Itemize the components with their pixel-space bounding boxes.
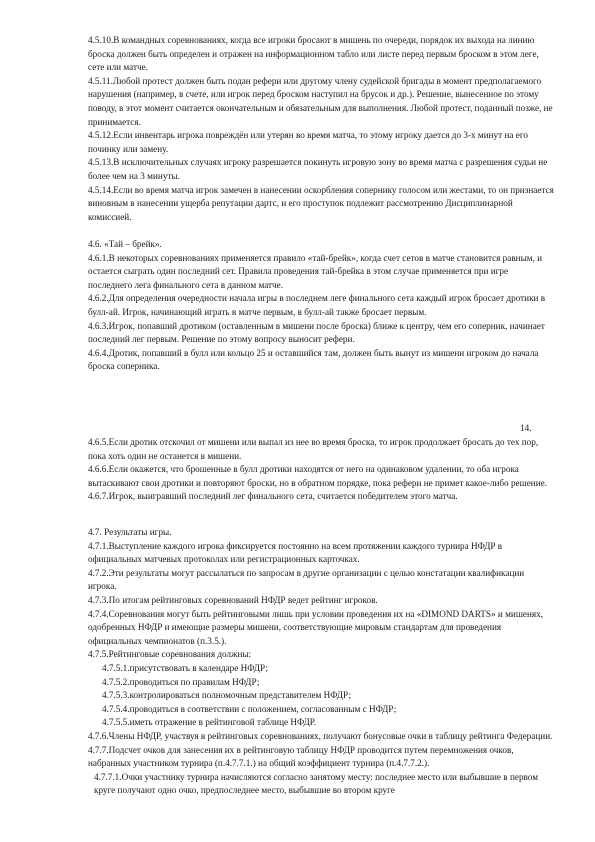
paragraph-4-6-1: 4.6.1.В некоторых соревнованиях применяется правило «тай-брейк», когда счет сетов в матче становится равным, и остается сыграть один последний сет. Правила проведения тай-брейка в этом случае применяется при игре последнего лега финального сета в данном матче. (88, 252, 543, 290)
list-item-4-7-5-1: 4.7.5.1.присутствовать в календаре НФДР; (102, 662, 268, 673)
section-4-6-cont (88, 436, 554, 504)
list-item-4-7-5-2: 4.7.5.2.проводиться по правилам НФДР; (102, 676, 260, 687)
page-number: 14. (520, 423, 532, 433)
paragraph-4-5-11: 4.5.11.Любой протест должен быть подан рефери или другому члену судейской бригады в момент предполагаемого нарушения (например, в счете, или игрок перед броском наступил на брусок и др.). Решение, вынесенное по этому поводу, в этот момент считается окончательным и обязательным для выполнения. Любой протест, поданный позже, не принимается. (88, 75, 553, 127)
paragraph-4-7-7: 4.7.7.Подсчет очков для занесения их в рейтинговую таблицу НФДР проводится путем перемножения очков, набранных участником турнира (п.4.7.7.1.) на общий коэффициент турнира (п.4.7.7.2.). (88, 744, 514, 769)
paragraph-4-7-2: 4.7.2.Эти результаты могут рассылаться по запросам в другие организации с целью констатации квалификации игрока. (88, 567, 525, 592)
list-item-4-7-5-3: 4.7.5.3.контролироваться полномочным представителем НФДР; (102, 690, 352, 701)
paragraph-4-7-3: 4.7.3.По итогам рейтинговых соревнований НФДР ведет рейтинг игроков. (88, 594, 378, 605)
section-4-7 (88, 526, 554, 798)
paragraph-4-6-6: 4.6.6.Если окажется, что брошенные в булл дротики находятся от него на одинаковом удалении, то оба игрока вытаскивают свои дротики и повторяют броски, но в обратном порядке, пока рефери не примет какое-либо решение. (88, 464, 547, 488)
paragraph-4-7-1: 4.7.1.Выступление каждого игрока фиксируется постоянно на всем протяжении каждого турнира НФДР в официальных матчевых протоколах или регистрационных карточках. (88, 540, 503, 565)
section-heading-4-6: 4.6. «Тай – брейк». (88, 239, 162, 249)
paragraph-4-7-4: 4.7.4.Соревнования могут быть рейтинговыми лишь при условии проведения их на «DIMOND DARTS» и мишенях, одобренных НФДР и имеющие размеры мишени, соответствующие мировым стандартам для проведения официальных чемпионатов (п.3.5.). (88, 608, 544, 646)
paragraph-4-5-12: 4.5.12.Если инвентарь игрока повреждён или утерян во время матча, то этому игроку дается до 3-х минут на его починку или замену. (88, 130, 528, 154)
section-heading-4-7: 4.7. Результаты игры. (88, 527, 172, 537)
section-4-6 (88, 238, 554, 374)
list-item-4-7-5-5: 4.7.5.5.иметь отражение в рейтинговой таблице НФДР. (102, 717, 316, 728)
list-item-4-7-5-4: 4.7.5.4.проводиться в соответствии с положением, согласованным с НФДР; (102, 703, 397, 714)
paragraph-4-5-14: 4.5.14.Если во время матча игрок замечен в нанесении оскорбления сопернику голосом или жестами, то он признается виновным в нанесении ущерба репутации дартс, и его проступок подлежит рассмотрению Дисциплинарной комиссией. (88, 184, 554, 222)
paragraph-4-6-5: 4.6.5.Если дротик отскочил от мишени или выпал из нее во время броска, то игрок продолжает бросать до тех пор, пока хоть один не останется в мишени. (88, 437, 539, 461)
paragraph-4-7-7-1: 4.7.7.1.Очки участнику турнира начисляются согласно занятому месту: последнее место или выбывшие в первом круге получают одно очко, предпоследнее место, выбывшие во втором круге (94, 771, 539, 796)
section-4-5-end (88, 34, 554, 224)
paragraph-4-6-2: 4.6.2.Для определения очередности начала игры в последнем леге финального сета каждый игрок бросает дротики в булл-ай. Игрок, начинающий играть в матче первым, в булл-ай также бросает первым. (88, 293, 546, 317)
paragraph-4-6-3: 4.6.3.Игрок, попавший дротиком (оставленным в мишени после броска) ближе к центру, чем его соперник, начинает последний лег первым. Решение по этому вопросу выносит рефери. (88, 320, 545, 345)
paragraph-4-5-10: 4.5.10.В командных соревнованиях, когда все игроки бросают в мишень по очереди, порядок их выхода на линию броска должен быть определен и отражен на информационном табло или листе перед первым броском в этом леге, сете или матче. (88, 35, 539, 73)
paragraph-4-6-4: 4.6.4.Дротик, попавший в булл или кольцо 25 и оставшийся там, должен быть вынут из мишени игроком до начала броска соперника. (88, 347, 539, 372)
paragraph-4-7-6: 4.7.6.Члены НФДР, участвуя в рейтинговых соревнованиях, получают бонусовые очки в таблицу рейтинга Федерации. (88, 730, 553, 741)
paragraph-4-6-7: 4.6.7.Игрок, выигравший последний лег финального сета, считается победителем этого матча. (88, 491, 458, 502)
paragraph-4-7-5: 4.7.5.Рейтинговые соревнования должны: (88, 649, 252, 660)
paragraph-4-5-13: 4.5.13.В исключительных случаях игроку разрешается покинуть игровую зону во время матча с разрешения судьи не более чем на 3 минуты. (88, 157, 548, 181)
